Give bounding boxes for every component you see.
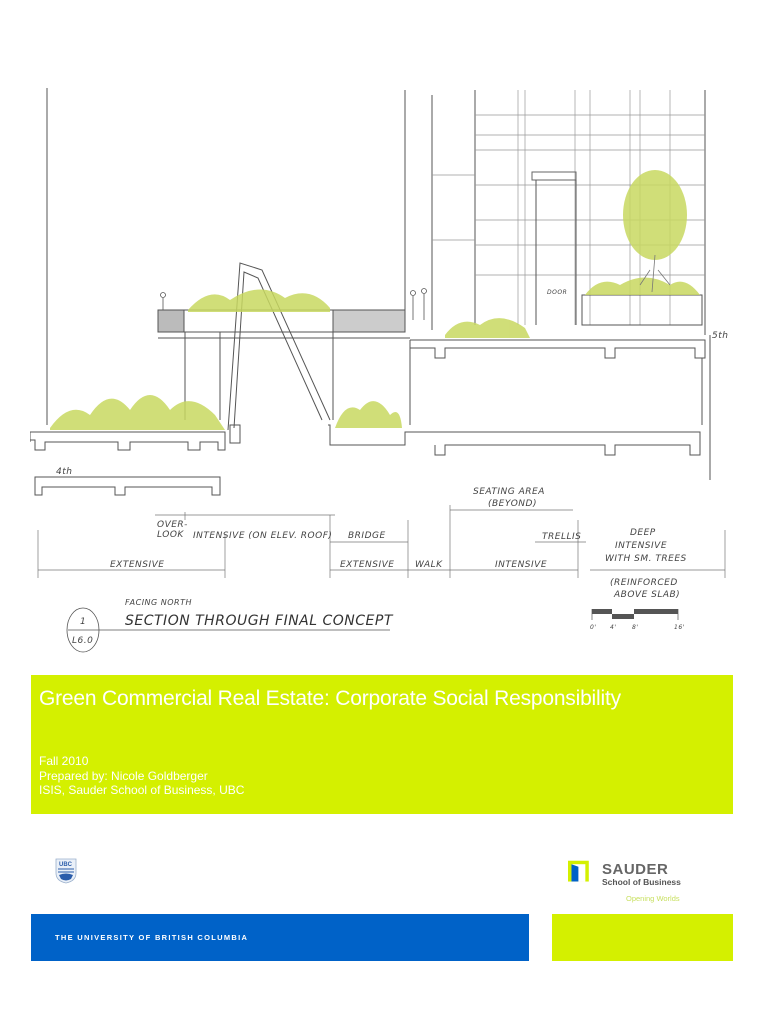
caption-title: SECTION THROUGH FINAL CONCEPT [125, 613, 393, 629]
door-label: DOOR [547, 289, 568, 296]
label-extensive-left: EXTENSIVE [110, 560, 165, 570]
label-seating-area-2: (BEYOND) [488, 499, 537, 509]
scale-bar [590, 609, 685, 631]
svg-text:16': 16' [674, 624, 685, 631]
label-bridge: BRIDGE [348, 531, 386, 541]
svg-text:0': 0' [590, 624, 597, 631]
section-sketch-illustration [30, 80, 730, 660]
label-extensive-right: EXTENSIVE [340, 560, 395, 570]
label-intensive-elev-roof: INTENSIVE (ON ELEV. ROOF) [193, 531, 333, 541]
sauder-subtitle: School of Business [602, 877, 681, 887]
svg-text:4': 4' [610, 624, 617, 631]
label-overlook-2: LOOK [157, 530, 184, 540]
sheet-number: L6.0 [72, 636, 94, 646]
label-trellis: TRELLIS [542, 532, 582, 542]
title-band [31, 675, 733, 814]
detail-number: 1 [80, 617, 87, 627]
label-reinforced-2: ABOVE SLAB) [614, 590, 681, 600]
report-author: Prepared by: Nicole Goldberger [39, 768, 208, 783]
ubc-name: THE UNIVERSITY OF BRITISH COLUMBIA [55, 933, 249, 942]
sauder-tagline: Opening Worlds [626, 894, 680, 903]
label-reinforced-1: (REINFORCED [610, 578, 678, 588]
label-walk: WALK [415, 560, 443, 570]
label-seating-area-1: SEATING AREA [473, 487, 545, 497]
report-title: Green Commercial Real Estate: Corporate Social Responsibility [39, 687, 621, 710]
label-intensive: INTENSIVE [495, 560, 548, 570]
svg-text:8': 8' [632, 624, 639, 631]
report-term: Fall 2010 [39, 754, 89, 768]
sauder-name: SAUDER [602, 861, 669, 878]
level-label-5th: 5th [712, 331, 729, 341]
accent-box [552, 914, 733, 961]
section-drawing [30, 80, 730, 660]
svg-text:UBC: UBC [59, 862, 72, 868]
label-deep-2: INTENSIVE [615, 541, 668, 551]
level-label-4th: 4th [56, 467, 73, 477]
ubc-crest-logo [55, 858, 77, 884]
caption-facing: FACING NORTH [125, 598, 193, 607]
label-deep-3: WITH SM. TREES [605, 554, 687, 564]
sauder-door-icon [568, 860, 594, 884]
label-deep-1: DEEP [630, 528, 656, 538]
report-affiliation: ISIS, Sauder School of Business, UBC [39, 783, 245, 797]
label-overlook-1: OVER- [157, 520, 188, 530]
report-meta [39, 754, 244, 798]
ubc-banner [31, 914, 529, 961]
